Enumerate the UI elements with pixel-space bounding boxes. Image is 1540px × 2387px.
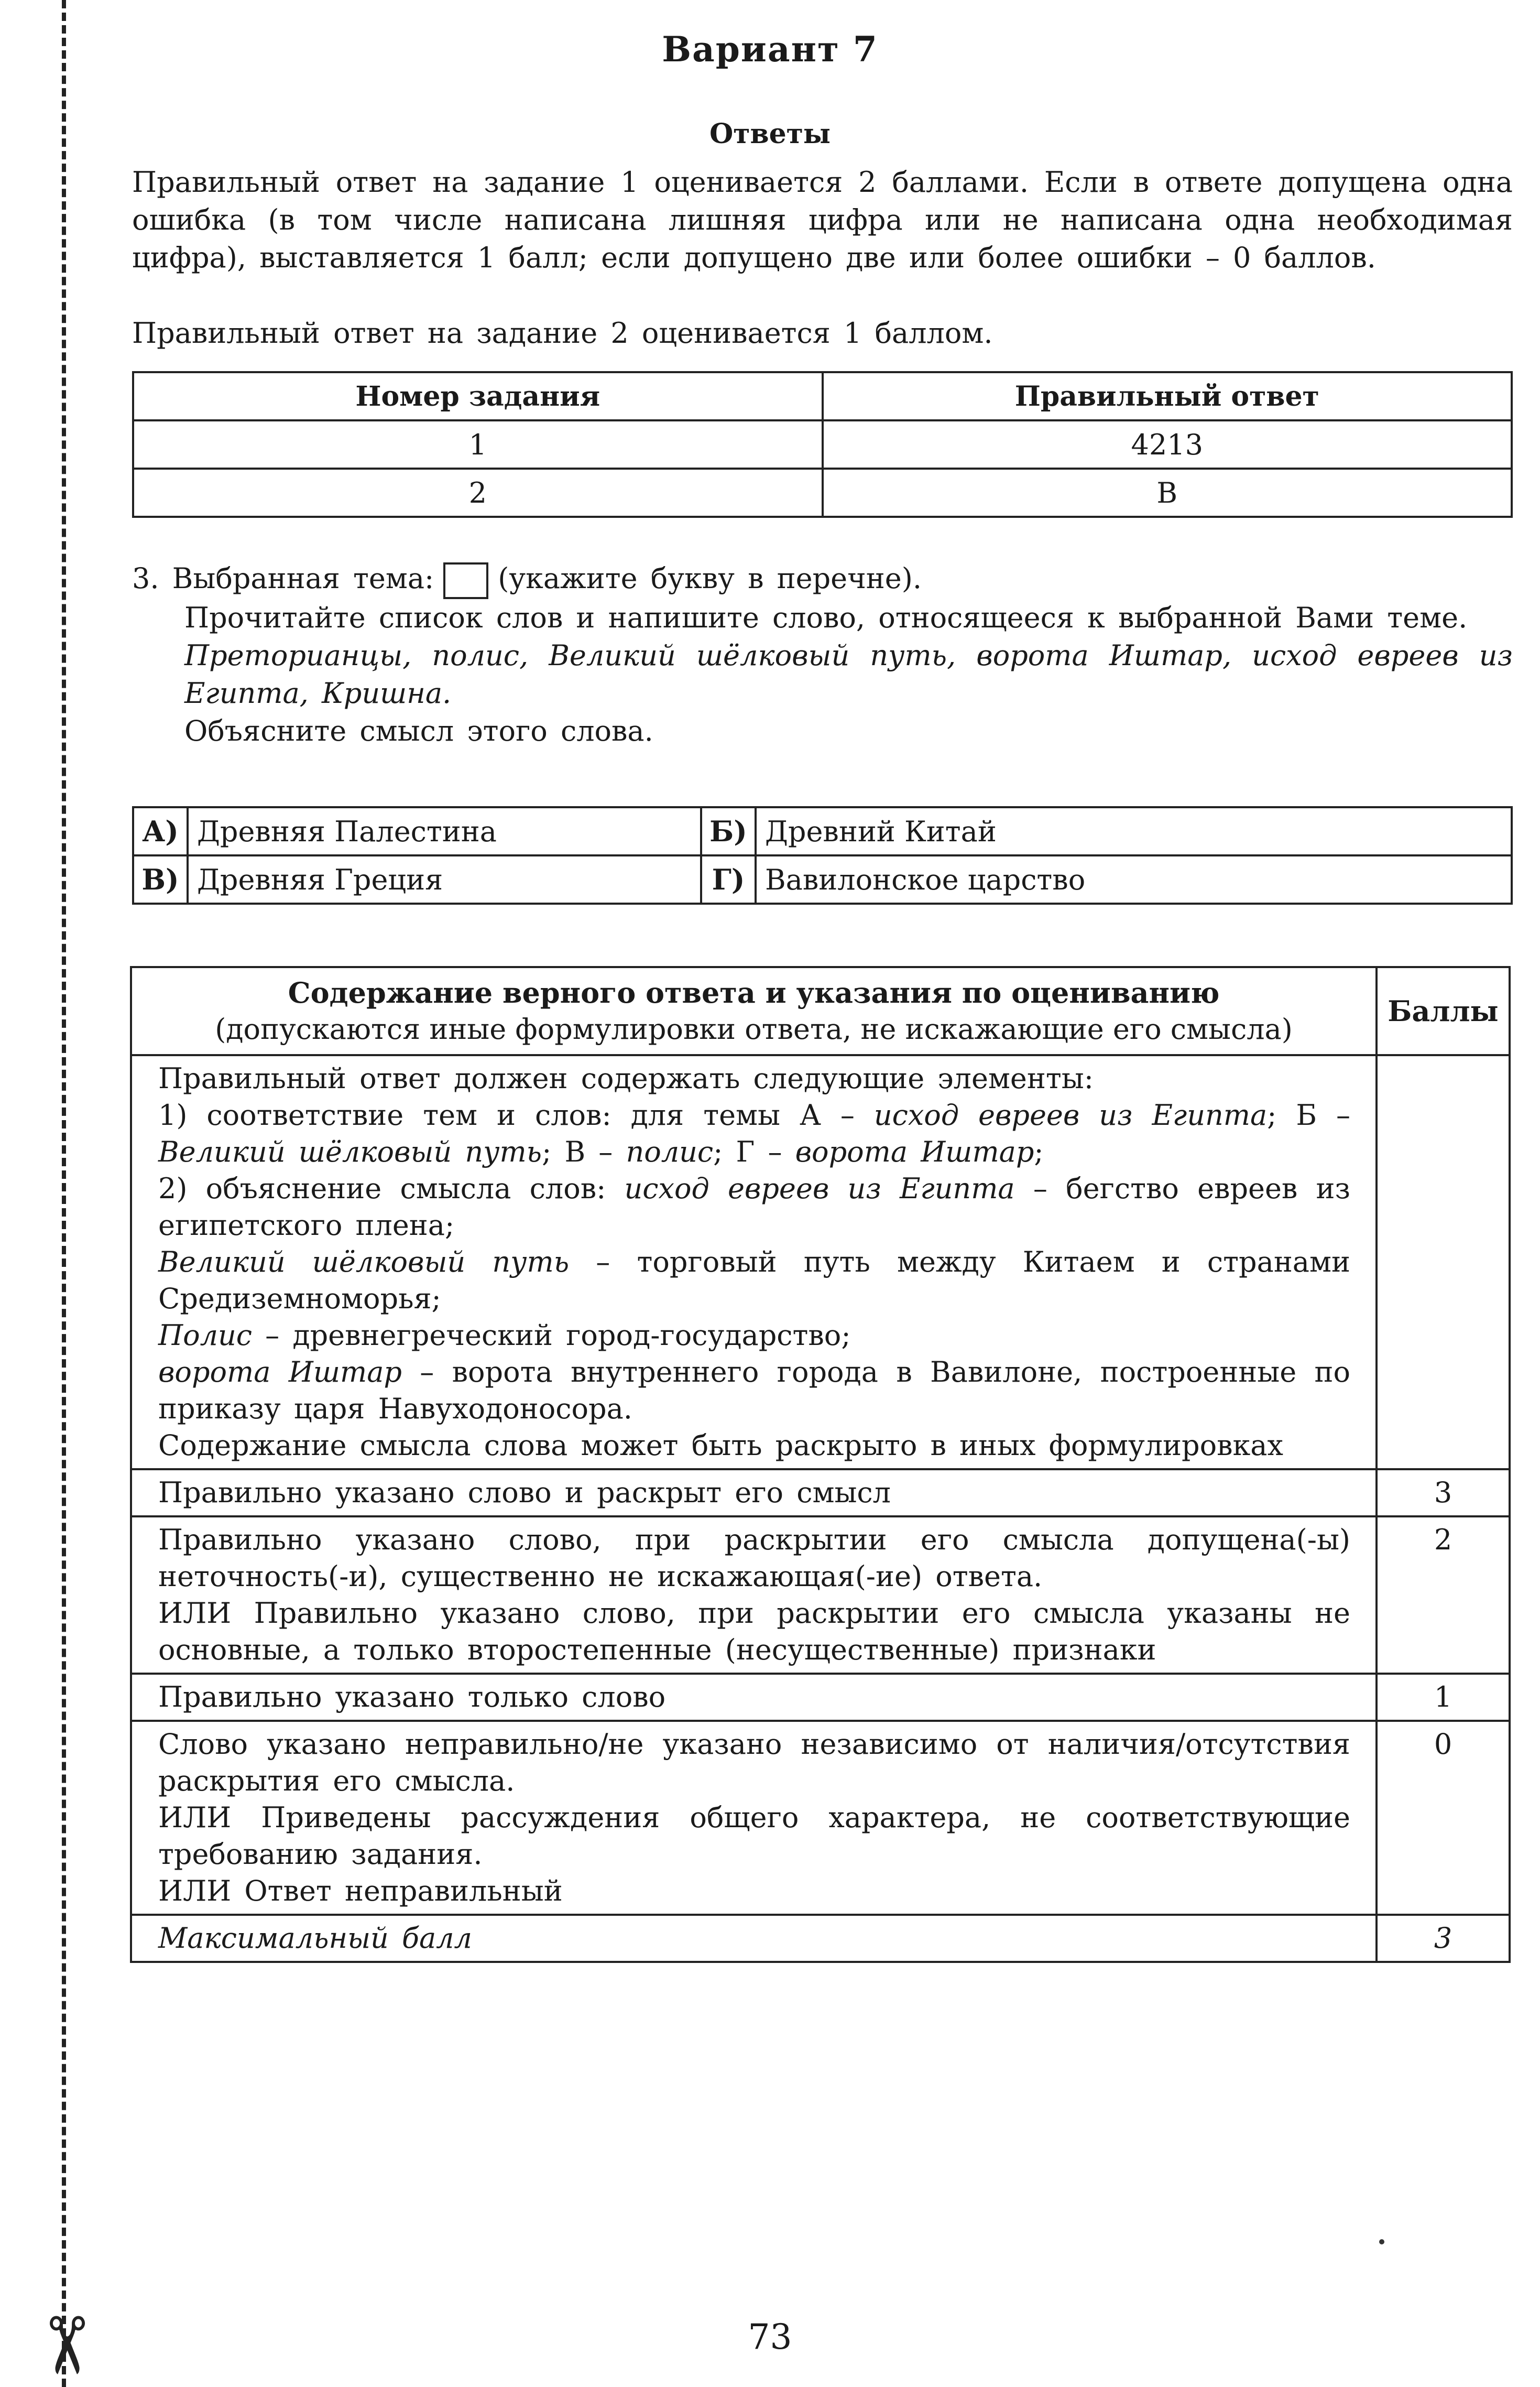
answer-cell: В: [823, 469, 1512, 517]
criteria-table: [130, 966, 1511, 1963]
cut-line: [62, 0, 66, 2387]
criteria-header-sub: (допускаются иные формулировки ответа, не искажающие его смысла): [215, 1013, 1293, 1046]
criterion-line: ИЛИ Приведены рассуждения общего характера, не соответствующие требованию задания.: [158, 1801, 1350, 1871]
content-line: Правильный ответ должен содержать следующие элементы:: [158, 1062, 1094, 1095]
variant-title: Вариант 7: [662, 29, 878, 70]
task3-prefix: 3. Выбранная тема:: [132, 562, 434, 595]
header-task-number: Номер задания: [133, 372, 823, 420]
section-title: Ответы: [709, 118, 831, 150]
table-header-row: [131, 967, 1510, 1055]
content-line: [158, 1097, 1350, 1170]
max-score-label: Максимальный балл: [131, 1915, 1377, 1962]
content-italic: Великий шёлковый путь: [158, 1245, 570, 1278]
content-italic: исход евреев из Египта: [873, 1099, 1268, 1132]
score-cell-empty: [1377, 1055, 1510, 1469]
answer-cell: 4213: [823, 420, 1512, 469]
table-row: [133, 420, 1512, 469]
content-line: Содержание смысла слова может быть раскрыто в иных формулировках: [158, 1429, 1283, 1462]
criterion-line: ИЛИ Ответ неправильный: [158, 1874, 563, 1907]
theme-answer-box[interactable]: [443, 562, 488, 599]
criteria-header-main: Содержание верного ответа и указания по оцениванию: [288, 976, 1220, 1010]
table-row: [131, 1469, 1510, 1516]
score-cell: 2: [1377, 1516, 1510, 1674]
page-number: 73: [748, 2317, 792, 2357]
theme-label: А): [133, 807, 188, 855]
theme-text: Древняя Палестина: [188, 807, 701, 855]
score-cell: 3: [1377, 1469, 1510, 1516]
content-line: [158, 1317, 1350, 1354]
criterion-line: Слово указано неправильно/не указано независимо от наличия/отсутствия раскрытия его смысла.: [158, 1728, 1350, 1797]
content-italic: исход евреев из Египта: [624, 1172, 1015, 1205]
header-correct-answer: Правильный ответ: [823, 372, 1512, 420]
themes-table: [132, 806, 1513, 905]
table-row: [133, 855, 1512, 904]
content-text: ; Г –: [713, 1135, 795, 1168]
criterion-line: Правильно указано слово и раскрыт его смысл: [158, 1476, 891, 1509]
criterion-line: Правильно указано слово, при раскрытии его смысла допущена(-ы) неточность(-и), существенно не искажающая(-ие) ответа.: [158, 1523, 1350, 1593]
content-text: – бегство евреев из египетского плена;: [158, 1172, 1351, 1242]
content-line: [158, 1244, 1350, 1317]
score-cell: 1: [1377, 1674, 1510, 1721]
task-3: [132, 560, 1513, 750]
table-row: [133, 469, 1512, 517]
criterion-line: ИЛИ Правильно указано слово, при раскрытии его смысла указаны не основные, а только второстепенные (несущественные) признаки: [158, 1597, 1350, 1666]
max-score-value: 3: [1377, 1915, 1510, 1962]
content-line: [158, 1354, 1350, 1427]
table-row: [131, 1721, 1510, 1915]
stray-dot: [1379, 2239, 1384, 2244]
theme-text: Древний Китай: [756, 807, 1512, 855]
content-italic: ворота Иштар: [795, 1135, 1034, 1168]
criteria-content: [131, 1055, 1377, 1469]
criterion-line: Правильно указано только слово: [158, 1680, 666, 1713]
task3-word-list: Преторианцы, полис, Великий шёлковый путь, ворота Иштар, исход евреев из Египта, Кришна.: [184, 639, 1513, 710]
table-row: [133, 807, 1512, 855]
theme-label: Б): [701, 807, 756, 855]
theme-label: В): [133, 855, 188, 904]
content-text: 2) объяснение смысла слов:: [158, 1172, 625, 1205]
score-cell: 0: [1377, 1721, 1510, 1915]
table-row: [131, 1516, 1510, 1674]
task3-suffix: (укажите букву в перечне).: [498, 562, 922, 595]
criterion-cell: [131, 1674, 1377, 1721]
content-text: – ворота внутреннего города в Вавилоне, построенные по приказу царя Навуходоносора.: [158, 1355, 1350, 1425]
content-text: 1) соответствие тем и слов: для темы А –: [158, 1099, 874, 1132]
content-italic: Полис: [158, 1319, 253, 1352]
scoring-paragraph-2: Правильный ответ на задание 2 оценивается 1 баллом.: [132, 317, 993, 350]
theme-text: Древняя Греция: [188, 855, 701, 904]
scissors-icon: ✂: [19, 2313, 111, 2379]
theme-label: Г): [701, 855, 756, 904]
table-row: [131, 1915, 1510, 1962]
content-text: ;: [1034, 1135, 1044, 1168]
table-row: [131, 1055, 1510, 1469]
content-text: ; Б –: [1267, 1099, 1350, 1132]
table-header-row: [133, 372, 1512, 420]
content-line: [158, 1170, 1350, 1244]
content-text: ; В –: [542, 1135, 626, 1168]
criterion-cell: [131, 1516, 1377, 1674]
table-row: [131, 1674, 1510, 1721]
task3-instruction: Прочитайте список слов и напишите слово, относящееся к выбранной Вами теме.: [184, 601, 1468, 634]
content-italic: полис: [626, 1135, 714, 1168]
task3-explain: Объясните смысл этого слова.: [184, 714, 653, 747]
theme-text: Вавилонское царство: [756, 855, 1512, 904]
score-header: Баллы: [1377, 967, 1510, 1055]
content-text: – торговый путь между Китаем и странами Средиземноморья;: [158, 1245, 1350, 1315]
task-number-cell: 2: [133, 469, 823, 517]
content-text: – древнегреческий город-государство;: [252, 1319, 851, 1352]
criteria-header: [131, 967, 1377, 1055]
criterion-cell: [131, 1469, 1377, 1516]
criterion-cell: [131, 1721, 1377, 1915]
task-number-cell: 1: [133, 420, 823, 469]
scoring-paragraph-1: Правильный ответ на задание 1 оценивается 2 баллами. Если в ответе допущена одна ошибка (в том числе написана лишняя цифра или не написана одна необходимая цифра), выставляется 1 балл; если допущено две или более ошибки – 0 баллов.: [132, 166, 1513, 274]
answers-table: [132, 371, 1513, 518]
content-italic: ворота Иштар: [158, 1355, 402, 1388]
content-italic: Великий шёлковый путь: [158, 1135, 542, 1168]
